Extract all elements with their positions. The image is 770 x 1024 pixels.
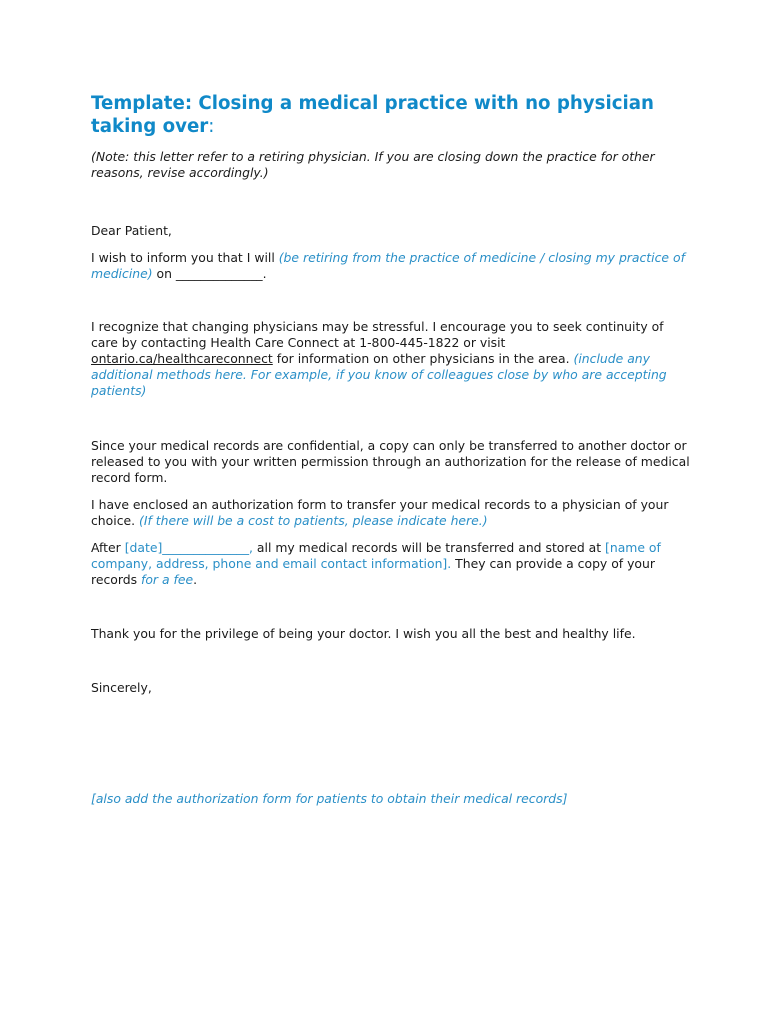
- title-colon: :: [208, 116, 215, 137]
- inform-option-placeholder: (be retiring from the practice of medicine / closing my practice of medicine): [91, 250, 685, 281]
- salutation: Dear Patient,: [91, 223, 172, 238]
- closing: Sincerely,: [91, 680, 152, 695]
- healthcareconnect-link[interactable]: ontario.ca/healthcareconnect: [91, 351, 273, 366]
- records-paragraph: Since your medical records are confidential, a copy can only be transferred to another doctor or released to you with your written permission through an authorization for the release of medical record form.: [91, 438, 690, 485]
- fee-placeholder: for a fee: [140, 572, 194, 587]
- title-text: Template: Closing a medical practice with no physician taking over: [91, 93, 654, 137]
- custodian-placeholder: [name of company, address, phone and email contact information].: [91, 540, 661, 571]
- after-mid: all my medical records will be transferred and stored at: [252, 540, 606, 555]
- recognize-paragraph: [91, 319, 691, 399]
- template-note: (Note: this letter refer to a retiring physician. If you are closing down the practice for other reasons, revise accordingly.): [91, 149, 655, 180]
- letter-body: [91, 92, 691, 807]
- enclosed-lead: I have enclosed an authorization form to transfer your medical records to a physician of your choice.: [91, 497, 669, 528]
- after-tail: They can provide a copy of your records: [91, 556, 655, 587]
- thanks-paragraph: Thank you for the privilege of being your doctor. I wish you all the best and healthy life.: [91, 626, 636, 641]
- after-paragraph: [91, 540, 691, 588]
- enclosed-hint: (If there will be a cost to patients, please indicate here.): [139, 513, 488, 528]
- enclosed-paragraph: [91, 497, 691, 529]
- page-title: [91, 92, 691, 138]
- recognize-mid: for information on other physicians in the area.: [272, 351, 574, 366]
- appendix-note: [also add the authorization form for patients to obtain their medical records]: [91, 791, 568, 806]
- recognize-lead: I recognize that changing physicians may be stressful. I encourage you to seek continuity of care by contacting Health Care Connect at 1-800-445-1822 or visit: [91, 319, 664, 350]
- after-lead: After: [91, 540, 125, 555]
- recognize-hint: (include any additional methods here. For example, if you know of colleagues close by who are accepting patients): [91, 351, 667, 398]
- inform-lead: I wish to inform you that I will: [91, 250, 279, 265]
- inform-tail: on ______________.: [152, 266, 267, 281]
- after-end: .: [193, 572, 198, 587]
- inform-paragraph: [91, 250, 691, 282]
- date-placeholder: [date]______________,: [124, 540, 253, 555]
